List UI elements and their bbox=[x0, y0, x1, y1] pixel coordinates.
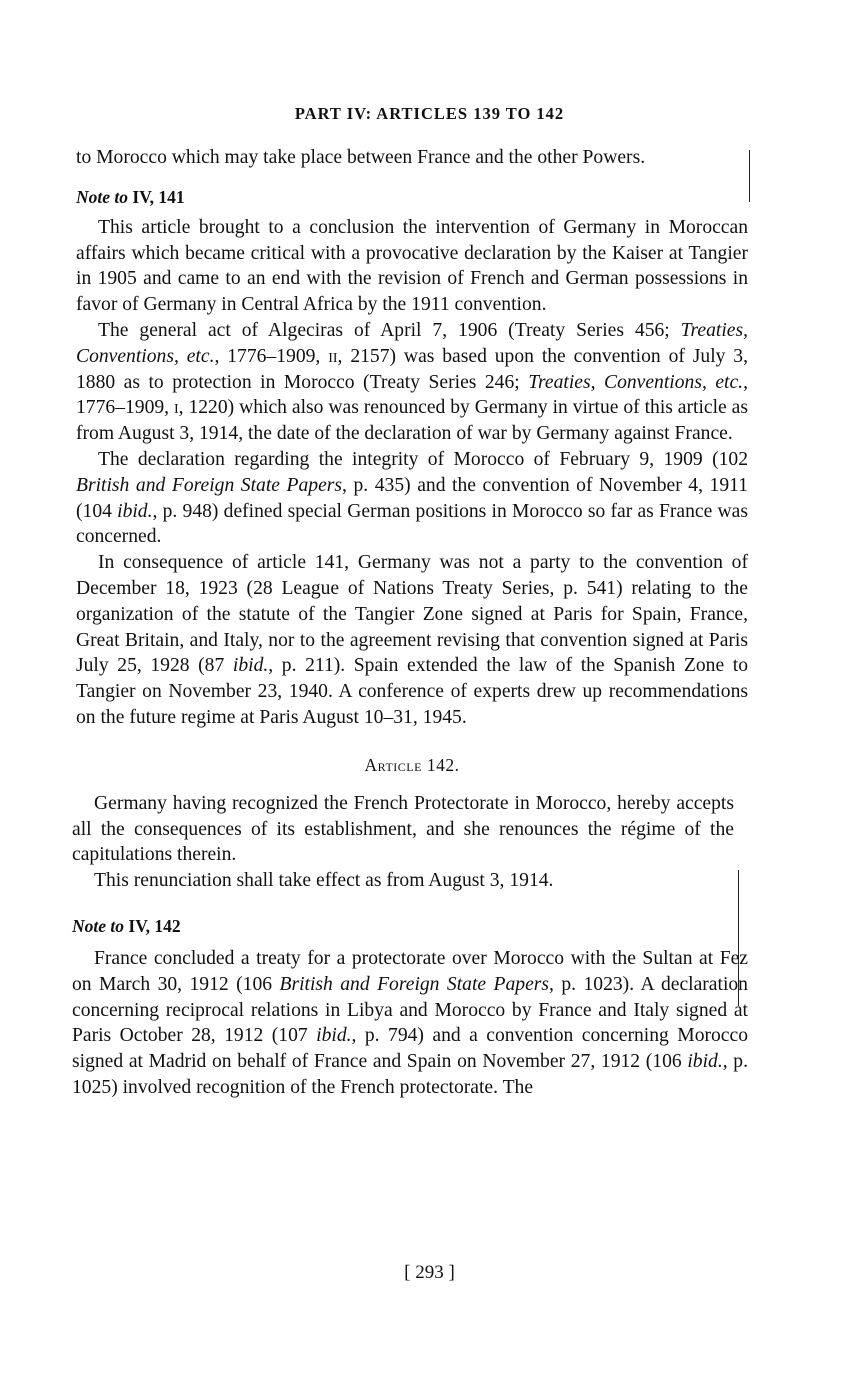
text-run: , p. 1023). A declaration concerning reciprocal relations in Libya and Morocco by France and Italy signed at Paris October 28, 1912 (107 bbox=[72, 973, 748, 1047]
text-run: , 1220) which also was renounced by Germany in virtue of this article as from August 3, 1914, the date of the declaration of war by Germany against France. bbox=[76, 397, 748, 445]
citation-title: Treaties, Conventions, etc. bbox=[76, 319, 748, 367]
note-141-heading bbox=[76, 185, 748, 209]
text-run: The declaration regarding the integrity of Morocco of February 9, 1909 (102 bbox=[98, 448, 748, 470]
text-run: , p. 211). Spain extended the law of the Spanish Zone to Tangier on November 23, 1940. A conference of experts drew up recommendations on the future regime at Paris August 10–31, 1945. bbox=[76, 655, 748, 728]
note-142-label-prefix: Note to bbox=[72, 915, 125, 936]
text-run: In consequence of article 141, Germany was not a party to the convention of December 18, 1923 (28 League of Nations Treaty Series, p. 541) relating to the organization of the statute of the Tangier Zone signed at Paris for Spain, France, Great Britain, and Italy, nor to the agreement revising that convention signed at Paris July 25, 1928 (87 bbox=[76, 552, 748, 677]
note-142-label-ref: IV, 142 bbox=[128, 915, 181, 936]
page-body bbox=[72, 145, 749, 1101]
text-run: France concluded a treaty for a protectorate over Morocco with the Sultan at Fez on March 30, 1912 (106 bbox=[72, 947, 748, 995]
citation-ibid: ibid. bbox=[232, 655, 269, 677]
carryover-paragraph: to Morocco which may take place between France and the other Powers. bbox=[76, 147, 646, 168]
volume-numeral: ii bbox=[328, 345, 338, 367]
text-run: , 1776–1909, bbox=[76, 371, 748, 419]
page-number: [ 293 ] bbox=[404, 1262, 455, 1283]
text-run: , p. 794) and a convention concerning Morocco signed at Madrid on behalf of France and Spain on November 27, 1912 (106 bbox=[72, 1025, 748, 1073]
citation-ibid: ibid. bbox=[117, 500, 153, 522]
text-run: The general act of Algeciras of April 7, 1906 (Treaty Series 456; bbox=[98, 319, 681, 341]
text-run: , p. 1025) involved recognition of the French protectorate. The bbox=[72, 1051, 748, 1098]
note-141-paragraph-2 bbox=[76, 318, 748, 447]
text-run: , 2157) was based upon the convention of July 3, 1880 as to protection in Morocco (Treaty Series 246; bbox=[76, 345, 749, 393]
article-142-heading: Article 142. bbox=[364, 754, 460, 775]
citation-title: Treaties, Conventions, etc. bbox=[528, 371, 744, 393]
note-142-heading bbox=[72, 914, 748, 938]
margin-rule-top bbox=[749, 150, 750, 202]
citation-ibid: ibid. bbox=[316, 1025, 352, 1047]
text-run: This article brought to a conclusion the intervention of Germany in Moroccan affairs which became critical with a provocative declaration by the Kaiser at Tangier in 1905 and came to an end with the revision of French and German possessions in favor of Germany in Central Africa by the 1911 convention. bbox=[76, 216, 748, 316]
citation-title: British and Foreign State Papers bbox=[76, 474, 343, 496]
text-run: , 1776–1909, bbox=[214, 345, 329, 367]
note-141-label-prefix: Note to bbox=[76, 186, 129, 207]
citation-ibid: ibid. bbox=[687, 1051, 723, 1073]
note-141-paragraph-4 bbox=[76, 550, 748, 731]
citation-title: British and Foreign State Papers bbox=[279, 973, 550, 995]
note-141-paragraph-1 bbox=[76, 215, 748, 318]
note-142-paragraph-1 bbox=[72, 946, 748, 1101]
article-142-paragraph-1: Germany having recognized the French Protectorate in Morocco, hereby accepts all the consequences of its establishment, and she renounces the régime of the capitulations therein. bbox=[72, 792, 734, 866]
text-run: , p. 435) and the convention of November 4, 1911 (104 bbox=[76, 474, 749, 522]
article-142-paragraph-2: This renunciation shall take effect as from August 3, 1914. bbox=[94, 870, 554, 892]
note-141-label-ref: IV, 141 bbox=[132, 186, 185, 207]
text-run: , p. 948) defined special German positions in Morocco so far as France was concerned. bbox=[76, 500, 748, 548]
volume-numeral: i bbox=[173, 397, 179, 419]
note-141-paragraph-3 bbox=[76, 447, 748, 550]
running-head: PART IV: ARTICLES 139 TO 142 bbox=[294, 104, 565, 123]
